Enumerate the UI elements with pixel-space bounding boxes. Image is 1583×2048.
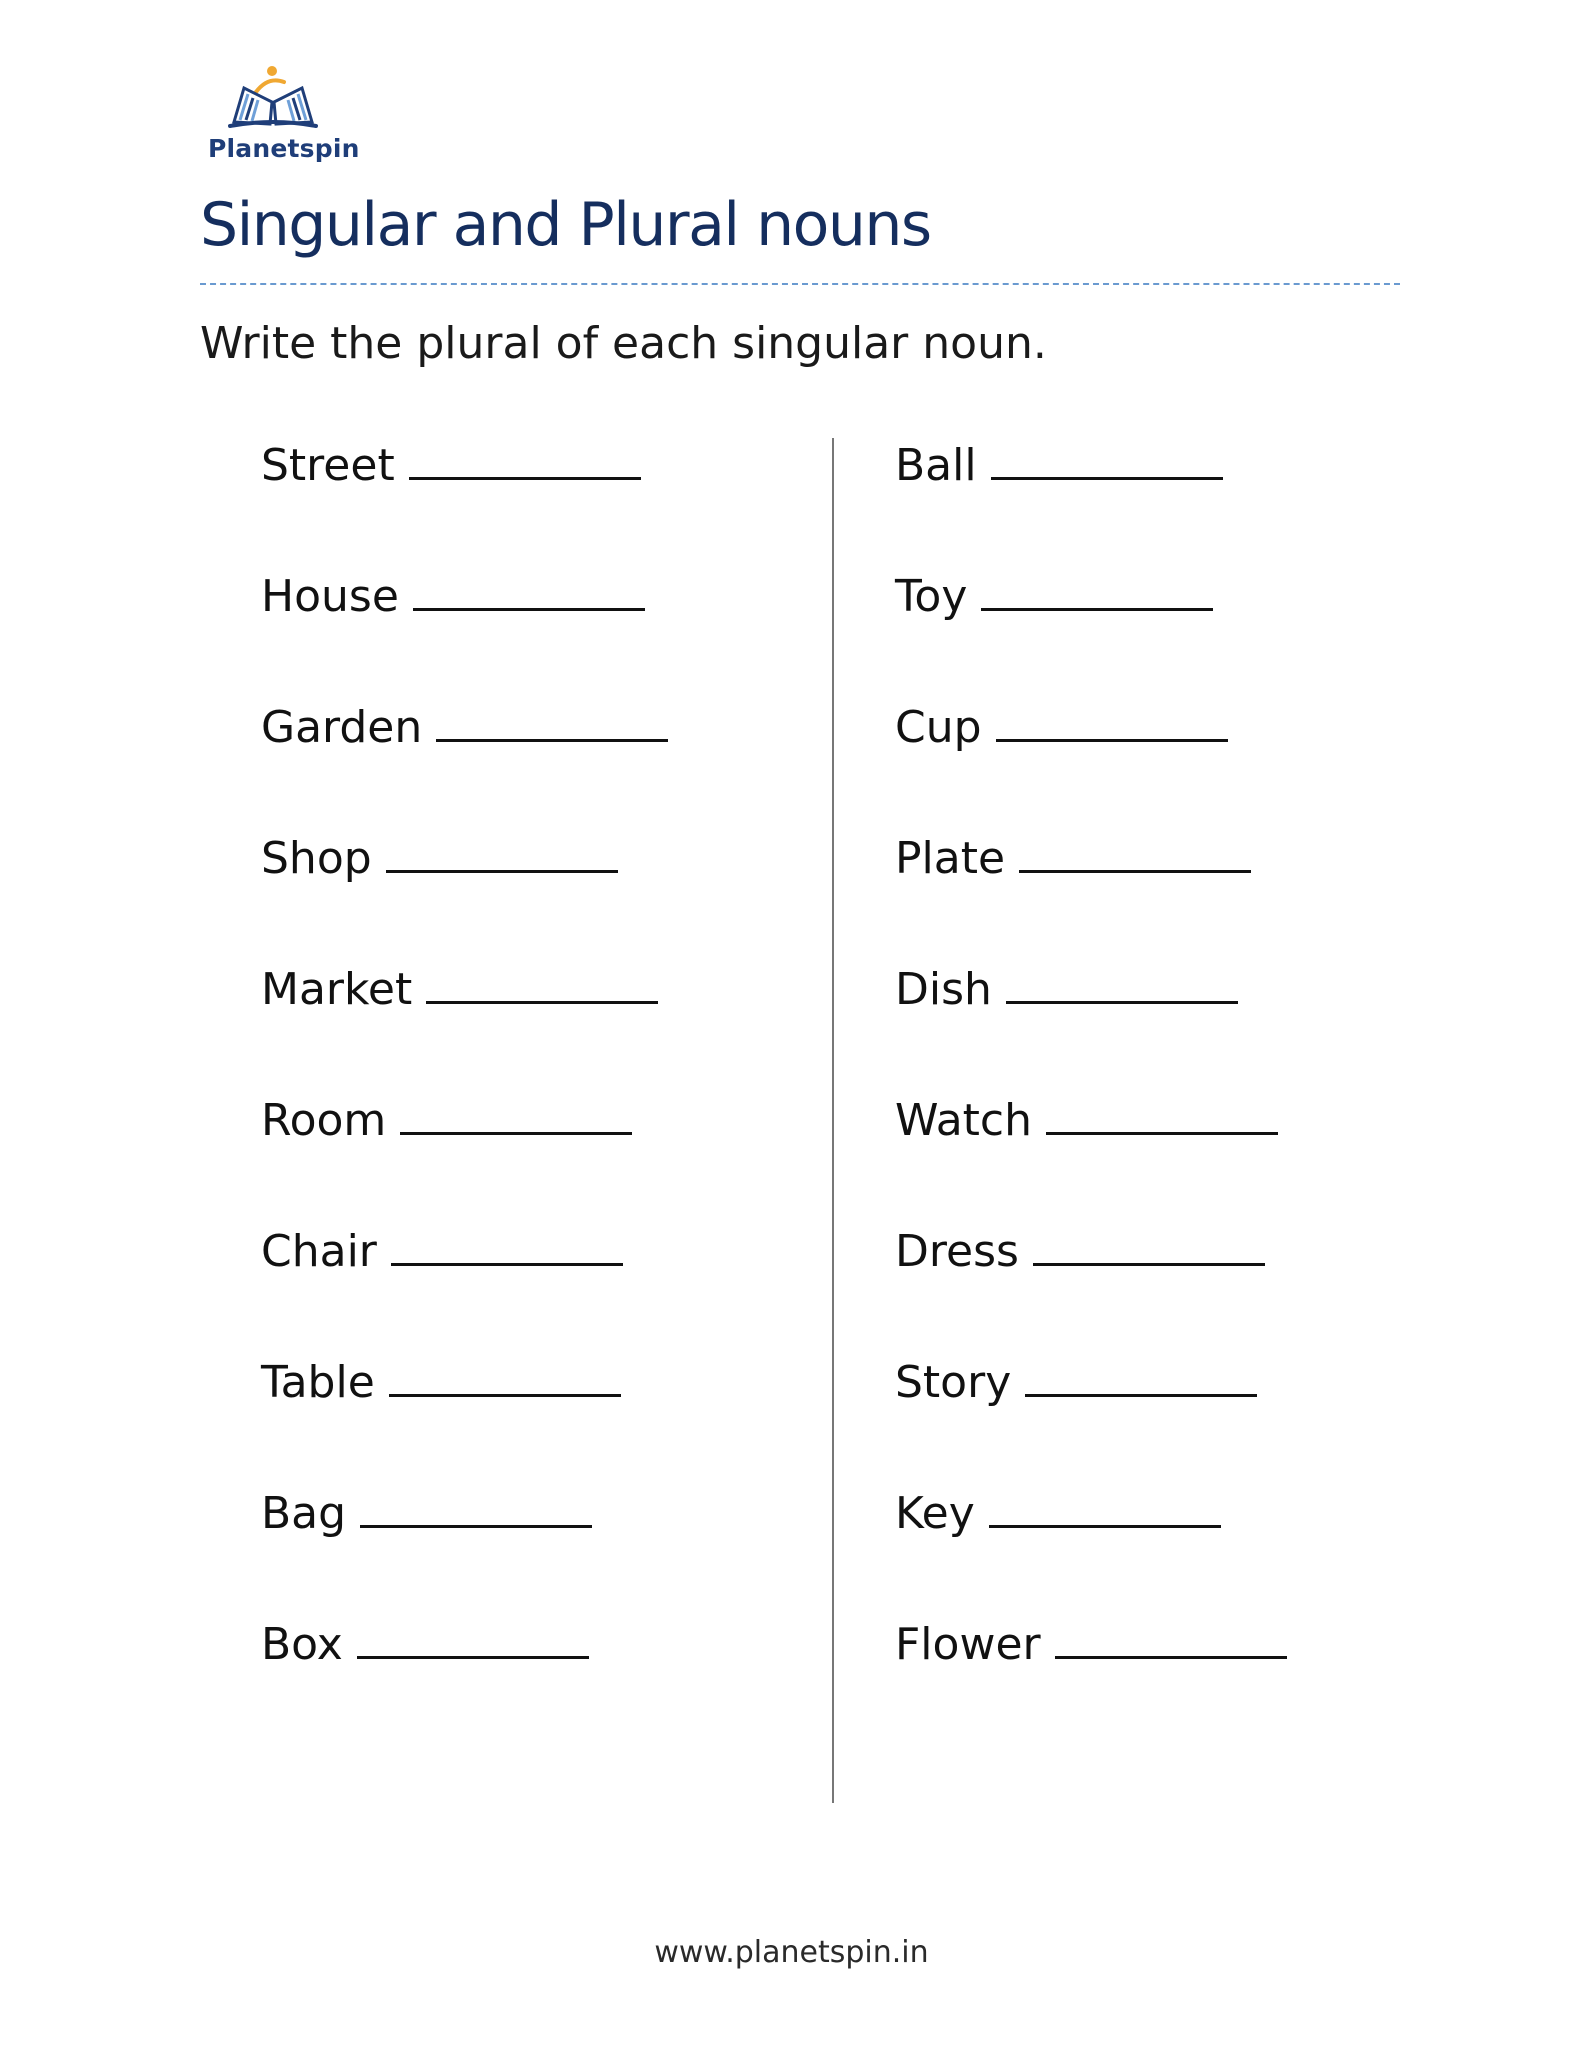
word-item <box>261 833 618 884</box>
answer-blank[interactable] <box>1046 1128 1278 1135</box>
answer-blank[interactable] <box>391 1259 623 1266</box>
word-item <box>895 440 1223 491</box>
word-label: Watch <box>895 1095 1032 1146</box>
word-item <box>261 1619 589 1670</box>
word-label: Plate <box>895 833 1006 884</box>
word-label: Cup <box>895 702 982 753</box>
word-label: Toy <box>895 571 968 622</box>
footer-website: www.planetspin.in <box>654 1935 929 1970</box>
word-label: Room <box>261 1095 387 1146</box>
word-label: Ball <box>895 440 977 491</box>
brand-name: Planetspin <box>208 134 360 163</box>
word-label: Chair <box>261 1226 377 1277</box>
word-label: Flower <box>895 1619 1041 1670</box>
word-item <box>261 1095 632 1146</box>
word-item <box>895 1619 1287 1670</box>
answer-blank[interactable] <box>1025 1390 1257 1397</box>
answer-blank[interactable] <box>1006 997 1238 1004</box>
word-item <box>895 1357 1257 1408</box>
word-label: Story <box>895 1357 1012 1408</box>
word-label: House <box>261 571 399 622</box>
word-item <box>895 702 1228 753</box>
answer-blank[interactable] <box>386 866 618 873</box>
column-divider <box>832 438 834 1803</box>
word-item <box>261 1357 621 1408</box>
answer-blank[interactable] <box>426 997 658 1004</box>
word-label: Street <box>261 440 395 491</box>
answer-blank[interactable] <box>1019 866 1251 873</box>
word-label: Garden <box>261 702 423 753</box>
word-label: Dress <box>895 1226 1019 1277</box>
open-book-logo-icon <box>226 62 322 132</box>
answer-blank[interactable] <box>413 604 645 611</box>
answer-blank[interactable] <box>1055 1652 1287 1659</box>
word-item <box>261 440 641 491</box>
word-label: Shop <box>261 833 372 884</box>
word-label: Box <box>261 1619 343 1670</box>
answer-blank[interactable] <box>981 604 1213 611</box>
word-item <box>261 702 668 753</box>
word-label: Dish <box>895 964 992 1015</box>
answer-blank[interactable] <box>1033 1259 1265 1266</box>
word-item <box>895 1095 1278 1146</box>
word-item <box>895 964 1238 1015</box>
answer-blank[interactable] <box>357 1652 589 1659</box>
answer-blank[interactable] <box>989 1521 1221 1528</box>
word-item <box>895 1488 1221 1539</box>
word-item <box>261 1226 623 1277</box>
word-item <box>895 571 1213 622</box>
word-label: Table <box>261 1357 375 1408</box>
answer-blank[interactable] <box>389 1390 621 1397</box>
answer-blank[interactable] <box>991 473 1223 480</box>
word-item <box>895 1226 1265 1277</box>
answer-blank[interactable] <box>409 473 641 480</box>
brand-logo <box>200 62 360 172</box>
word-item <box>895 833 1251 884</box>
answer-blank[interactable] <box>436 735 668 742</box>
word-label: Key <box>895 1488 975 1539</box>
answer-blank[interactable] <box>360 1521 592 1528</box>
title-divider <box>200 283 1400 285</box>
page-title: Singular and Plural nouns <box>200 190 931 260</box>
word-item <box>261 1488 592 1539</box>
word-label: Market <box>261 964 413 1015</box>
answer-blank[interactable] <box>400 1128 632 1135</box>
word-label: Bag <box>261 1488 347 1539</box>
answer-blank[interactable] <box>996 735 1228 742</box>
instruction-text: Write the plural of each singular noun. <box>200 318 1047 369</box>
word-item <box>261 964 658 1015</box>
word-item <box>261 571 645 622</box>
